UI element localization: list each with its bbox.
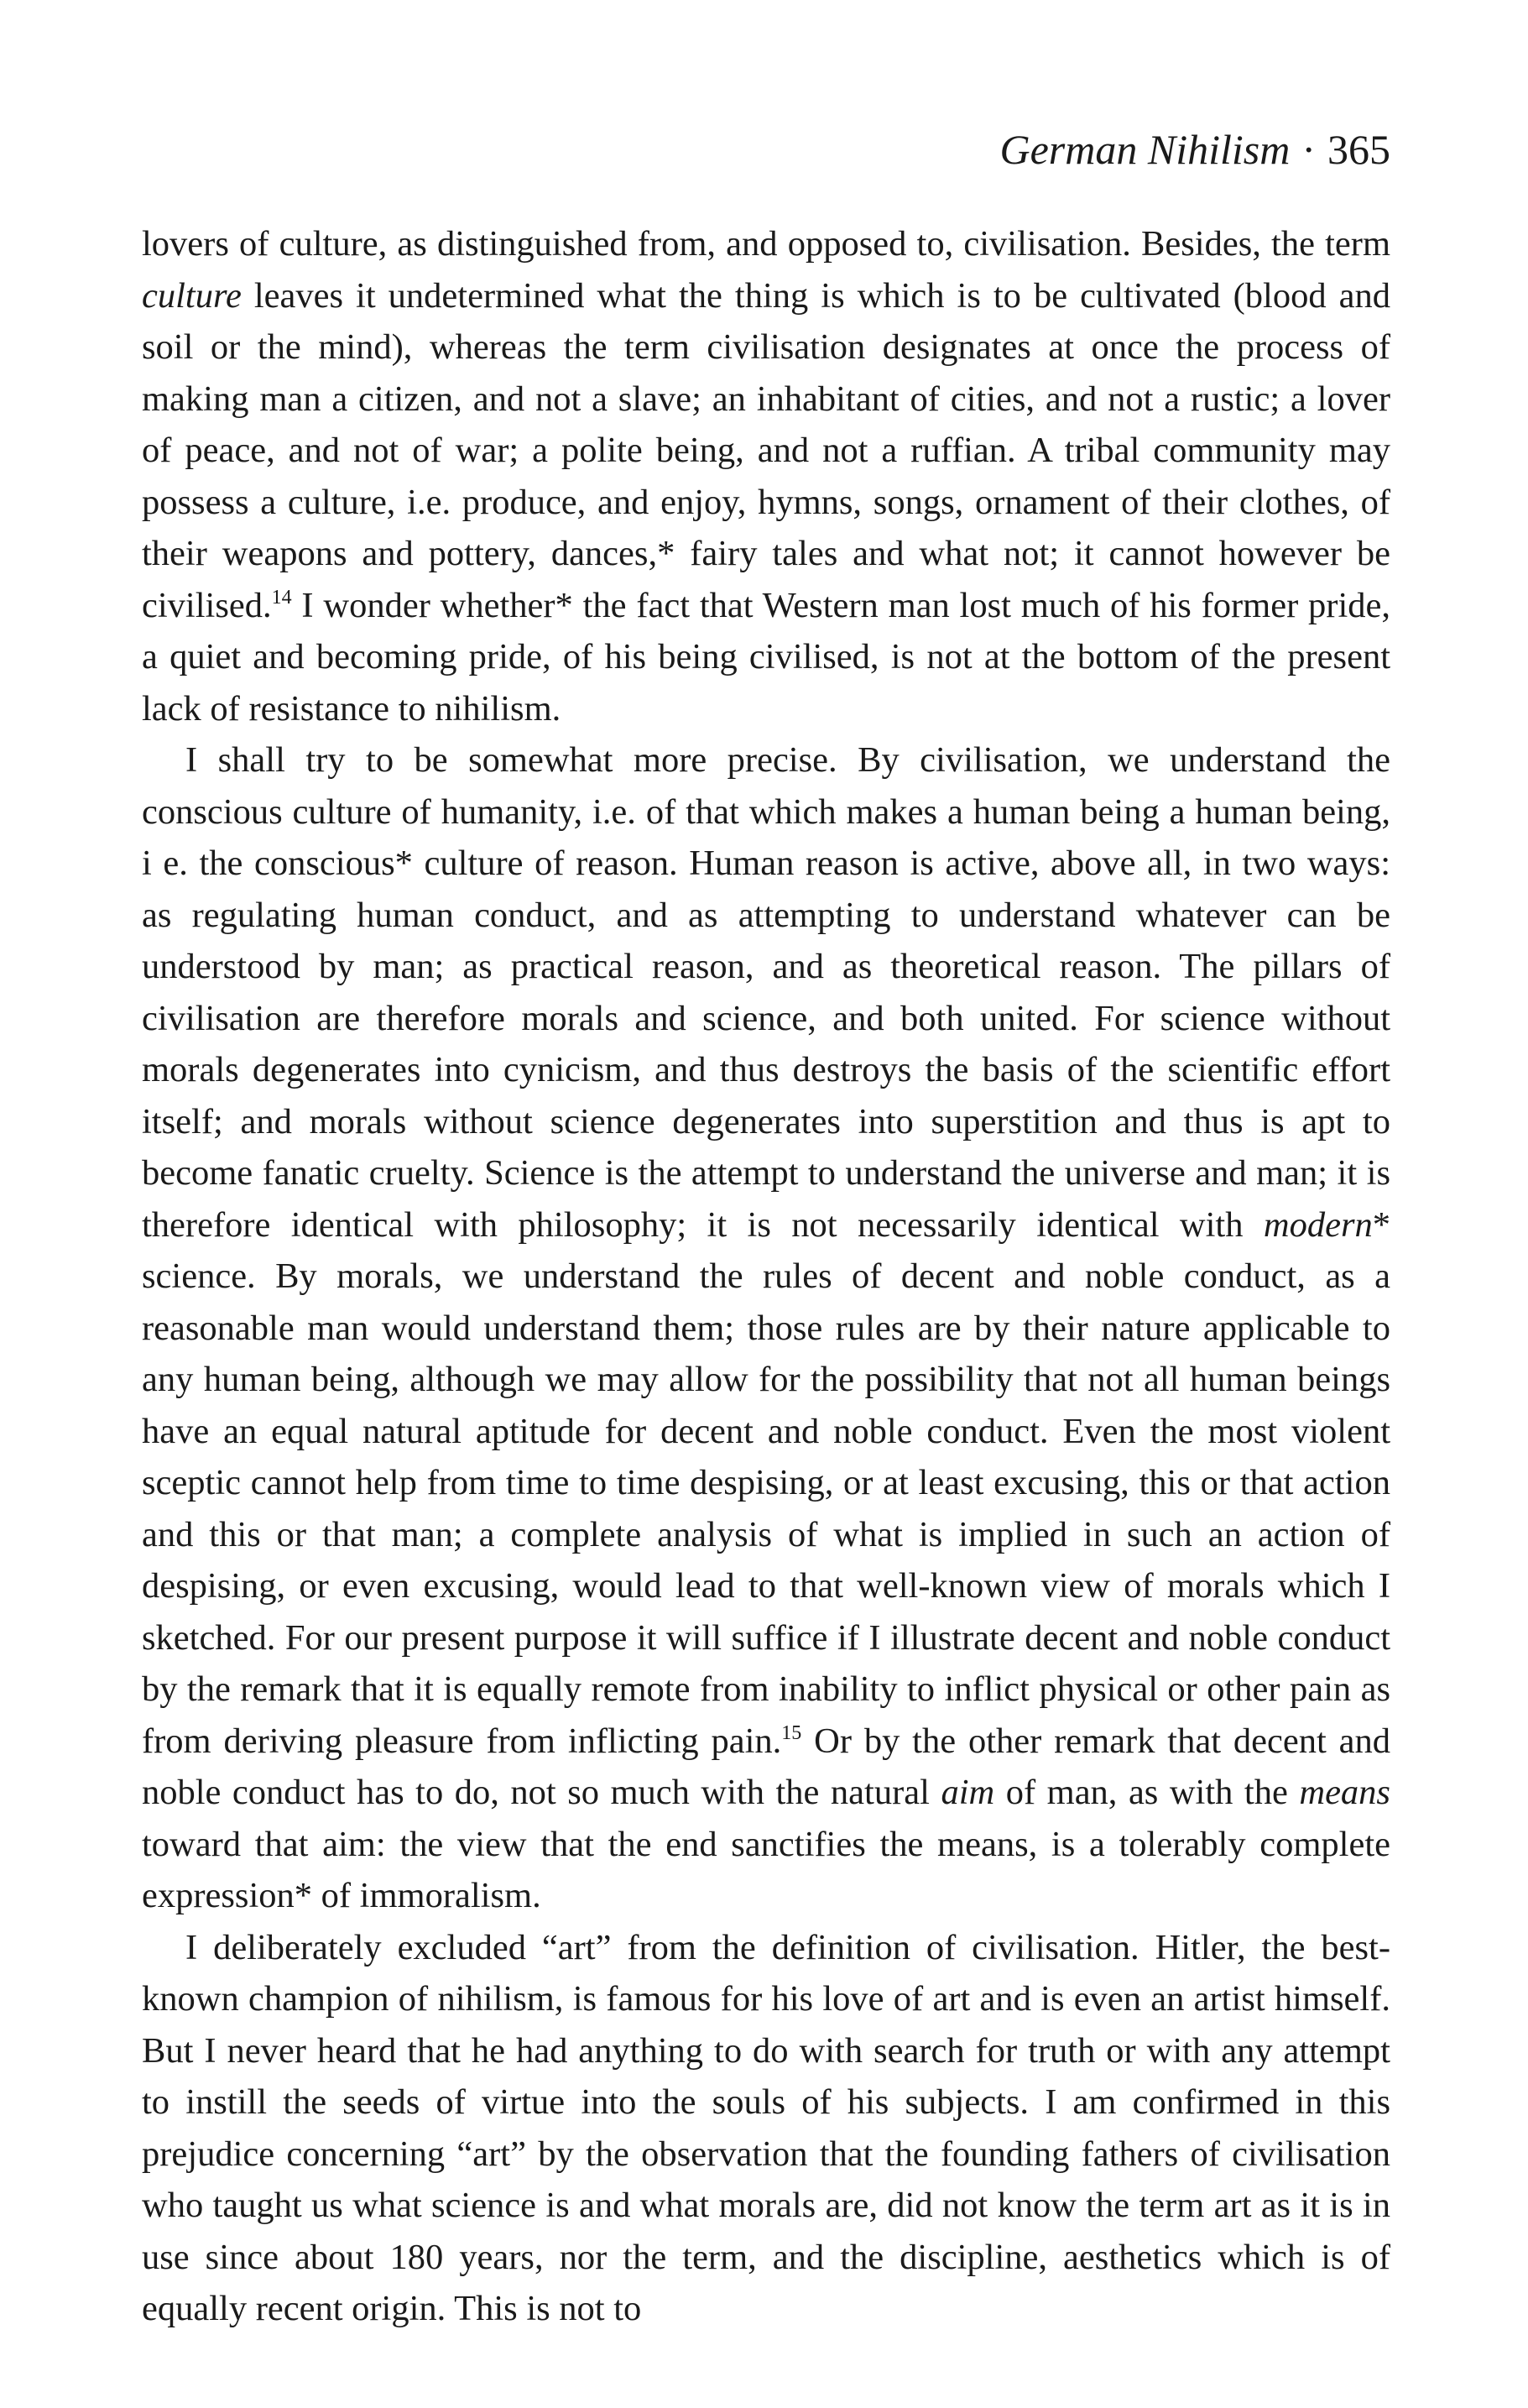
paragraph — [142, 734, 1390, 1922]
text-run: I deliberately excluded “art” from the definition of civilisation. Hitler, the best-known champion of nihilism, is famous for his love of art and is even an artist himself. But I never heard that he had anything to do with search for truth or with any attempt to instill the seeds of virtue into the souls of his subjects. I am confirmed in this prejudice concerning “art” by the observation that the founding fathers of civilisation who taught us what science is and what morals are, did not know the term art as it is in use since about 180 years, nor the term, and the discipline, aesthetics which is of equally recent origin. This is not to — [142, 1927, 1390, 2328]
text-run: of man, as with the — [994, 1773, 1300, 1812]
paragraph — [142, 1922, 1390, 2335]
footnote-marker: 14 — [271, 586, 292, 609]
italic-run: aim — [941, 1773, 995, 1812]
running-head — [999, 124, 1390, 175]
text-run: * science. By morals, we understand the rules of decent and noble conduct, as a reasonable man would understand them; those rules are by their nature applicable to any human being, although we may allow for the possibility that not all human beings have an equal natural aptitude for decent and noble conduct. Even the most violent sceptic cannot help from time to time despising, or at least excusing, this or that action and this or that man; a complete analysis of what is implied in such an action of despising, or even excusing, would lead to that well-known view of morals which I sketched. For our present purpose it will suffice if I illustrate decent and noble conduct by the remark that it is equally remote from inability to inflict physical or other pain as from deriving pleasure from inflicting pain. — [142, 1204, 1390, 1761]
body-text — [142, 218, 1390, 2335]
italic-run: means — [1299, 1773, 1390, 1812]
italic-run: modern — [1263, 1204, 1373, 1245]
text-run: toward that aim: the view that the end sanctifies the means, is a tolerably complete expression* of immoralism. — [142, 1824, 1390, 1915]
text-run: lovers of culture, as distinguished from, and opposed to, civilisation. Besides, the term — [142, 224, 1390, 264]
text-run: Or by the other remark that decent and noble conduct has to do, not so much with the natural — [142, 1721, 1390, 1812]
text-run: I shall try to be somewhat more precise. By civilisation, we understand the conscious culture of humanity, i.e. of that which makes a human being a human being, i e. the conscious* culture of reason. Human reason is active, above all, in two ways: as regulating human conduct, and as attempting to understand whatever can be understood by man; as practical reason, and as theoretical reason. The pillars of civilisation are therefore morals and science, and both united. For science without morals degenerates into cynicism, and thus destroys the basis of the scientific effort itself; and morals without science degenerates into superstition and thus is apt to become fanatic cruelty. Science is the attempt to understand the universe and man; it is therefore identical with philosophy; it is not necessarily identical with — [142, 740, 1390, 1245]
running-head-title: German Nihilism — [999, 126, 1291, 173]
running-head-separator: · — [1301, 126, 1316, 173]
page-number: 365 — [1327, 126, 1390, 173]
paragraph — [142, 218, 1390, 734]
text-run: I wonder whether* the fact that Western man lost much of his former pride, a quiet and becoming pride, of his being civilised, is not at the bottom of the present lack of resistance to nihilism. — [142, 585, 1390, 729]
italic-run: culture — [142, 275, 242, 316]
text-run: leaves it undetermined what the thing is which is to be cultivated (blood and soil or the mind), whereas the term civilisation designates at once the process of making man a citizen, and not a slave; an inhabitant of cities, and not a rustic; a lover of peace, and not of war; a polite being, and not a ruffian. A tribal community may possess a culture, i.e. produce, and enjoy, hymns, songs, ornament of their clothes, of their weapons and pottery, dances,* fairy tales and what not; it cannot however be civilised. — [142, 275, 1390, 625]
footnote-marker: 15 — [781, 1721, 802, 1744]
